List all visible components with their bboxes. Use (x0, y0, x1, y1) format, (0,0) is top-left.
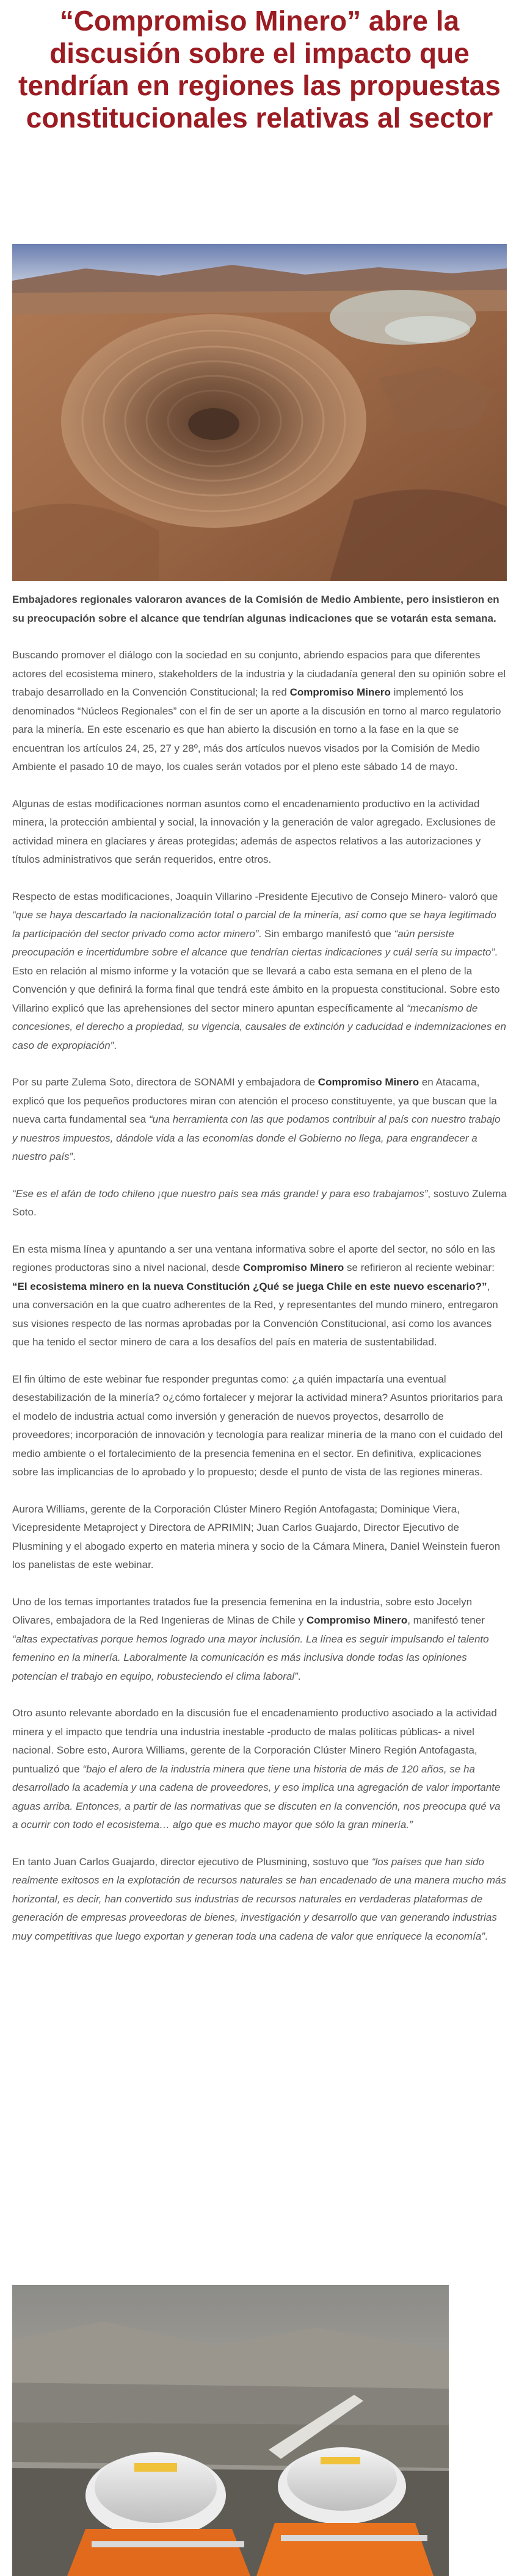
paragraph-9: Uno de los temas importantes tratados fue la presencia femenina en la industria, sobre esto Jocelyn Olivares, embajadora de la Red Ingenieras de Minas de Chile y Compromiso Minero, manifestó tener “altas expectativas porque hemos logrado una mayor inclusión. La línea es seguir impulsando el talento femenino en la minería. Laboralmente la comunicación es más inclusiva donde todas las opiniones potencian el trabajo en equipo, robusteciendo el clima laboral”. (12, 1596, 489, 1682)
paragraph-5: “Ese es el afán de todo chileno ¡que nuestro país sea más grande! y para eso trabajamos”, sostuvo Zulema Soto. (12, 1187, 507, 1218)
brand-mention: Compromiso Minero (289, 686, 391, 698)
paragraph-3: Respecto de estas modificaciones, Joaquín Villarino -Presidente Ejecutivo de Consejo Minero- valoró que “que se haya descartado la nacionalización total o parcial de la minería, así como que se haya legitimado la participación del sector privado como actor minero”. Sin embargo manifestó que “aún persiste preocupación e incertidumbre sobre el alcance que tendrían ciertas indicaciones y cuál sería su impacto”. Esto en relación al mismo informe y la votación que se llevará a cabo esta semana en el pleno de la Convención y que definirá la forma final que tendrá este ámbito en la propuesta constitucional. Sobre esto Villarino explicó que las aprehensiones del sector minero apuntan específicamente al “mecanismo de concesiones, el derecho a propiedad, su vigencia, causales de extinción y caducidad e indemnizaciones en caso de expropiación”. (12, 890, 506, 1051)
brand-mention: Compromiso Minero (306, 1614, 408, 1626)
paragraph-1: Buscando promover el diálogo con la sociedad en su conjunto, abriendo espacios para que diferentes actores del ecosistema minero, stakeholders de la industria y la ciudadanía general den su opinión sobre el trabajo desarrollado en la Convención Constitucional; la red Compromiso Minero implementó los denominados “Núcleos Regionales” con el fin de ser un aporte a la discusión en torno al marco regulatorio para la minería. En este escenario es que han abierto la discusión en torno a la fase en la que se encuentran los artículos 24, 25, 27 y 28º, más dos artículos nuevos visados por la Comisión de Medio Ambiente el pasado 10 de mayo, los cuales serán votados por el pleno este sábado 14 de mayo. (12, 649, 506, 772)
webinar-title: “El ecosistema minero en la nueva Constitución ¿Qué se juega Chile en este nuevo escenario?” (12, 1280, 487, 1292)
article-lead: Embajadores regionales valoraron avances de la Comisión de Medio Ambiente, pero insistieron en su preocupación sobre el alcance que tendrían algunas indicaciones que se votarán esta semana. (12, 594, 499, 624)
mine-workers-photo (12, 2285, 449, 2576)
quote: “Ese es el afán de todo chileno ¡que nuestro país sea más grande! y para eso trabajamos” (12, 1187, 428, 1200)
hero-mine-photo (12, 244, 507, 581)
quote: “los países que han sido realmente exitosos en la explotación de recursos naturales se han encadenado de una manera mucho más horizontal, es decir, han convertido sus industrias de recursos naturales en verdaderas plataformas de generación de empresas proveedoras de bienes, investigación y desarrollo que van generando industrias muy competitivas que luego exportan y generan toda una cadena de valor que enriquece la economía” (12, 1855, 506, 1942)
paragraph-6: En esta misma línea y apuntando a ser una ventana informativa sobre el aporte del sector, no sólo en las regiones productoras sino a nivel nacional, desde Compromiso Minero se refirieron al reciente webinar: “El ecosistema minero en la nueva Constitución ¿Qué se juega Chile en este nuevo escenario?”, una conversación en la que cuatro adherentes de la Red, y representantes del mundo minero, entregaron sus visiones respecto de las normas aprobadas por la Convención Constitucional, así como los avances que ha tenido el sector minero de cara a los desafíos del país en materia de sustentabilidad. (12, 1243, 498, 1348)
workers-helmets-image (12, 2285, 449, 2576)
brand-mention: Compromiso Minero (243, 1262, 344, 1273)
quote: “altas expectativas porque hemos logrado una mayor inclusión. La línea es seguir impulsando el talento femenino en la minería. Laboralmente la comunicación es más inclusiva donde todas las opiniones potencian el trabajo en equipo, robusteciendo el clima laboral” (12, 1633, 489, 1682)
open-pit-mine-image (12, 244, 507, 581)
article-title: “Compromiso Minero” abre la discusión sobre el impacto que tendrían en regiones las propuestas constitucionales relativas al sector (18, 5, 501, 134)
quote: “una herramienta con las que podamos contribuir al país con nuestro trabajo y nuestros impuestos, dándole vida a las economías donde el Gobierno no llega, para engrandecer a nuestro país” (12, 1114, 501, 1162)
paragraph-7: El fin último de este webinar fue responder preguntas como: ¿a quién impactaría una eventual desestabilización de la minería? o¿cómo fortalecer y mejorar la actividad minera? Asuntos prioritarios para el modelo de industria actual como inversión y generación de nuevos proyectos, desarrollo de proveedores; incorporación de innovación y tecnología para realizar minería de la mano con el cuidado del medio ambiente o el fortalecimiento de la presencia femenina en el sector. En definitiva, explicaciones sobre las implicancias de lo aprobado y lo propuesto; desde el punto de vista de las regiones mineras. (12, 1373, 503, 1478)
quote: “mecanismo de concesiones, el derecho a propiedad, su vigencia, causales de extinción y caducidad e indemnizaciones en caso de expropiación” (12, 1002, 506, 1051)
paragraph-2: Algunas de estas modificaciones norman asuntos como el encadenamiento productivo en la actividad minera, la protección ambiental y social, la innovación y la generación de valor agregado. Exclusiones de actividad minera en glaciares y áreas protegidas; además de aspectos relativos a las autorizaciones y títulos administrativos que serán requeridos, entre otros. (12, 797, 496, 865)
quote: “que se haya descartado la nacionalización total o parcial de la minería, así como que se haya legitimado la participación del sector privado como actor minero” (12, 909, 496, 940)
brand-mention: Compromiso Minero (318, 1076, 419, 1088)
quote: “bajo el alero de la industria minera que tiene una historia de más de 120 años, se ha desarrollado la academia y una cadena de proveedores, y eso implica una agregación de valor importante aguas arriba. Entonces, a partir de las normativas que se discuten en la convención, nos preocupa qué va a ocurrir con todo el ecosistema… algo que es mucho mayor que sólo la gran minería.” (12, 1763, 501, 1830)
paragraph-8: Aurora Williams, gerente de la Corporación Clúster Minero Región Antofagasta; Dominique Viera, Vicepresidente Metaproject y Directora de APRIMIN; Juan Carlos Guajardo, Director Ejecutivo de Plusmining y el abogado experto en materia minera y socio de la Cámara Minera, Daniel Weinstein fueron los panelistas de este webinar. (12, 1503, 501, 1570)
quote: “aún persiste preocupación e incertidumbre sobre el alcance que tendrían ciertas indicaciones y cuál sería su impacto” (12, 927, 495, 958)
paragraph-11: En tanto Juan Carlos Guajardo, director ejecutivo de Plusmining, sostuvo que “los países que han sido realmente exitosos en la explotación de recursos naturales se han encadenado de una manera mucho más horizontal, es decir, han convertido sus industrias de recursos naturales en verdaderas plataformas de generación de empresas proveedoras de bienes, investigación y desarrollo que van generando industrias muy competitivas que luego exportan y generan toda una cadena de valor que enriquece la economía”. (12, 1855, 506, 1942)
article-body (12, 591, 507, 1964)
paragraph-4: Por su parte Zulema Soto, directora de SONAMI y embajadora de Compromiso Minero en Atacama, explicó que los pequeños productores miran con atención el proceso constituyente, ya que buscan que la nueva carta fundamental sea “una herramienta con las que podamos contribuir al país con nuestro trabajo y nuestros impuestos, dándole vida a las economías donde el Gobierno no llega, para engrandecer a nuestro país”. (12, 1076, 501, 1162)
paragraph-10: Otro asunto relevante abordado en la discusión fue el encadenamiento productivo asociado a la actividad minera y el impacto que tendría una industria inestable -producto de malas políticas públicas- a nivel nacional. Sobre esto, Aurora Williams, gerente de la Corporación Clúster Minero Región Antofagasta, puntualizó que “bajo el alero de la industria minera que tiene una historia de más de 120 años, se ha desarrollado la academia y una cadena de proveedores, y eso implica una agregación de valor importante aguas arriba. Entonces, a partir de las normativas que se discuten en la convención, nos preocupa qué va a ocurrir con todo el ecosistema… algo que es mucho mayor que sólo la gran minería.” (12, 1707, 501, 1830)
